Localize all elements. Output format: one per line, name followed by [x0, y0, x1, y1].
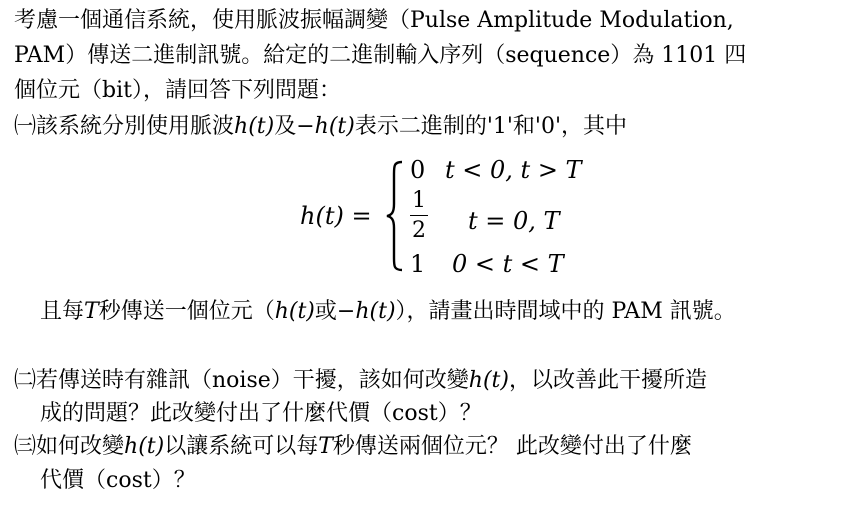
- question-1-line-2-b: 秒傳送一個位元（: [98, 299, 275, 324]
- case-2-fraction: [410, 188, 428, 243]
- fraction-bar: [410, 215, 428, 216]
- period-T-symbol: T: [318, 434, 333, 459]
- question-1-text-a: 該系統分別使用脈波: [36, 114, 235, 139]
- question-2-marker: ㈡: [14, 368, 37, 393]
- period-T-symbol: T: [84, 299, 99, 324]
- case-1-condition: t < 0, t > T: [445, 156, 582, 184]
- question-2-text-a: 若傳送時有雜訊（noise）干擾，該如何改變: [36, 368, 469, 393]
- formula-lhs: h(t) =: [300, 202, 372, 230]
- question-1-text-c: 表示二進制的'1'和'0'，其中: [354, 114, 628, 139]
- case-2-denominator: 2: [412, 218, 426, 243]
- pulse-neg-h-symbol: −h(t): [296, 114, 355, 139]
- pulse-neg-h-symbol: −h(t): [336, 299, 396, 324]
- intro-line-1: 考慮一個通信系統，使用脈波振幅調變（Pulse Amplitude Modulation,: [14, 8, 734, 33]
- pulse-h-symbol: h(t): [468, 368, 509, 393]
- question-3-line-1: [14, 432, 692, 462]
- question-1-text-b: 及: [274, 114, 297, 139]
- question-2-text-b: ，以改善此干擾所造: [508, 368, 707, 393]
- question-3-text-b: 以讓系統可以每: [164, 434, 319, 459]
- question-3-line-2: 代價（cost）？: [40, 468, 196, 493]
- pulse-h-symbol: h(t): [124, 434, 165, 459]
- case-2-numerator: 1: [412, 188, 426, 213]
- case-2-condition: t = 0, T: [468, 207, 560, 235]
- question-1-line-2-c: ），請畫出時間域中的 PAM 訊號。: [395, 299, 736, 324]
- intro-line-3: 個位元（bit），請回答下列問題：: [14, 78, 341, 103]
- pulse-h-symbol: h(t): [274, 299, 315, 324]
- pulse-h-symbol: h(t): [234, 114, 275, 139]
- question-1-line-2: [40, 297, 736, 327]
- question-2-line-1: [14, 366, 707, 396]
- case-3-value: 1: [410, 250, 426, 278]
- question-1-or: 或: [314, 299, 337, 324]
- case-3-condition: 0 < t < T: [452, 250, 564, 278]
- question-3-text-a: 如何改變: [36, 434, 125, 459]
- pulse-definition-formula: [300, 150, 600, 280]
- intro-line-2: PAM）傳送二進制訊號。給定的二進制輸入序列（sequence）為 1101 四: [14, 43, 747, 68]
- question-1-line-2-a: 且每: [40, 299, 85, 324]
- question-1-marker: ㈠: [14, 114, 37, 139]
- left-brace-icon: [384, 160, 406, 272]
- case-1-value: 0: [410, 156, 426, 184]
- question-2-line-2: 成的問題？此改變付出了什麼代價（cost）？: [40, 401, 482, 426]
- question-1-line-1: [14, 112, 627, 142]
- question-3-marker: ㈢: [14, 434, 37, 459]
- question-3-text-c: 秒傳送兩個位元？ 此改變付出了什麼: [332, 434, 692, 459]
